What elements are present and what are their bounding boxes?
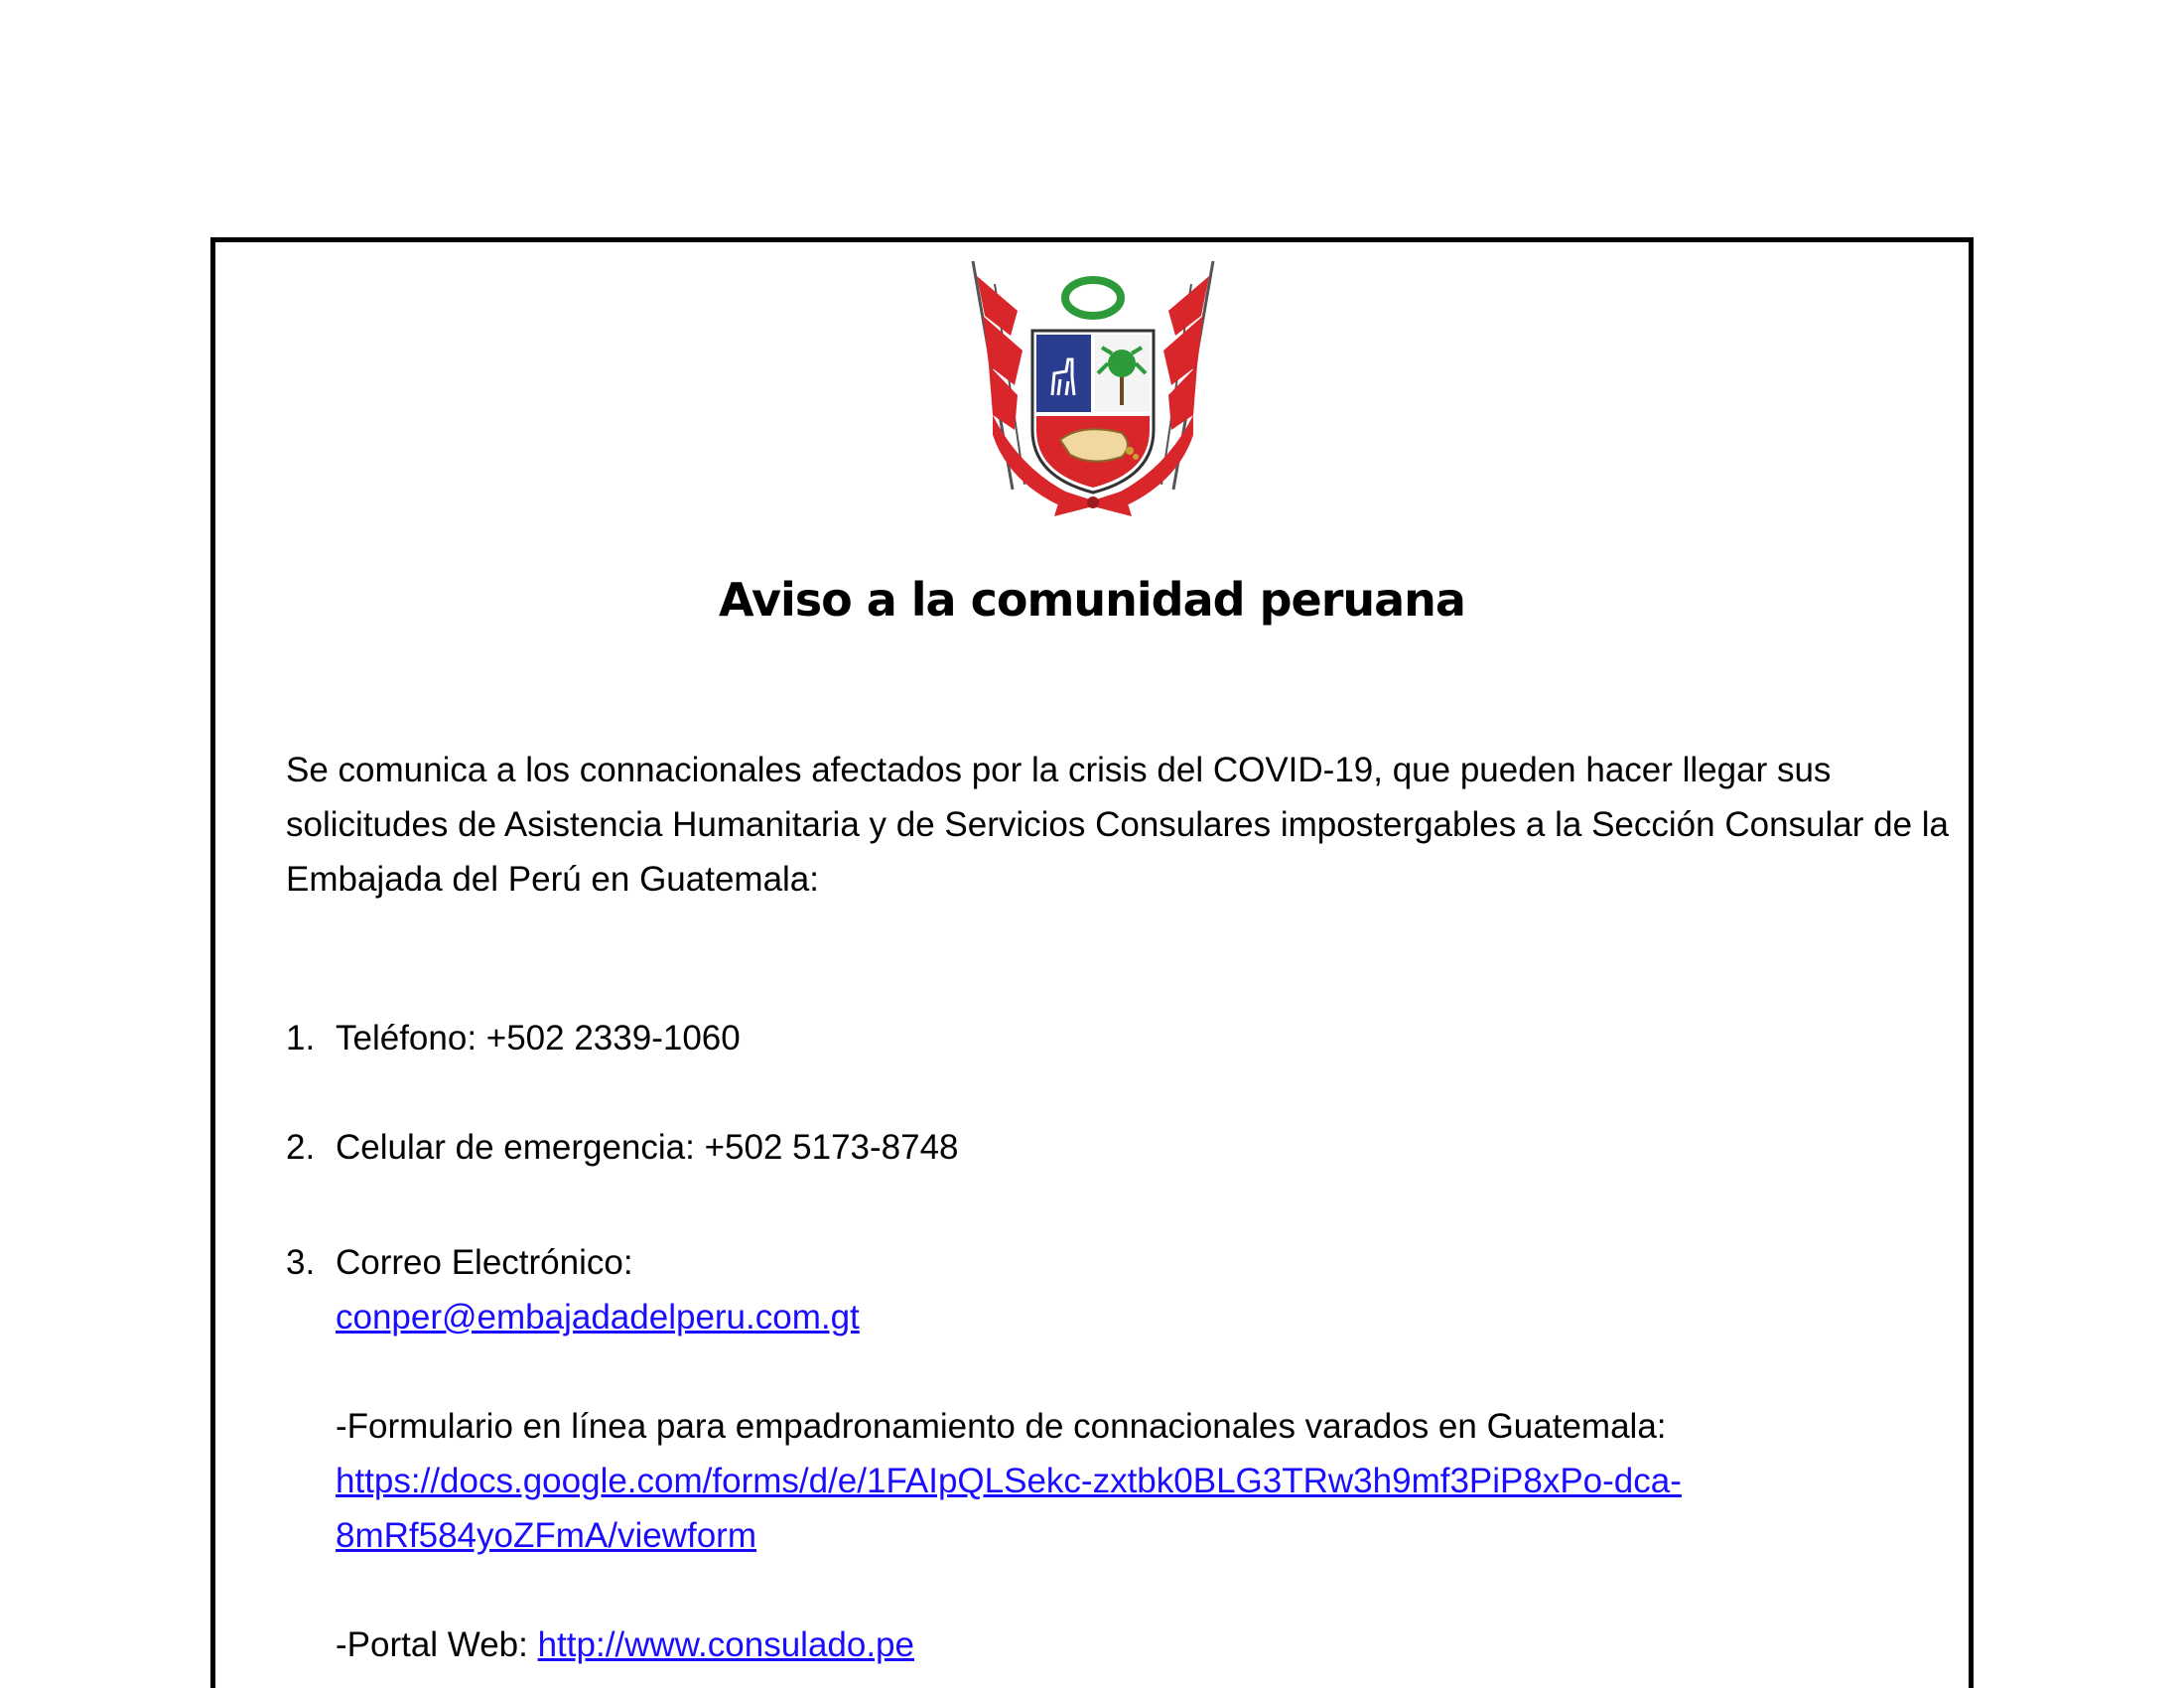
peru-coat-of-arms-icon (963, 256, 1223, 524)
email-label: Correo Electrónico: (336, 1243, 633, 1282)
list-item-number: 3. (286, 1243, 316, 1282)
portal-label: -Portal Web: (336, 1625, 538, 1664)
intro-line: Se comunica a los connacionales afectados por la crisis del COVID-19, que pueden hacer llegar sus (286, 751, 1832, 789)
portal-link[interactable]: http://www.consulado.pe (537, 1625, 914, 1664)
list-item-phone (286, 1011, 741, 1065)
form-link-line-1 (336, 1454, 1682, 1508)
intro-paragraph (286, 743, 1954, 907)
intro-line: solicitudes de Asistencia Humanitaria y de Servicios Consulares impostergables a la Sección Consular de la (286, 805, 1950, 844)
email-line (336, 1290, 860, 1344)
page-title: Aviso a la comunidad peruana (719, 573, 1465, 627)
portal-line (336, 1618, 914, 1672)
list-item-number: 1. (286, 1019, 316, 1057)
mobile-text: Celular de emergencia: +502 5173-8748 (336, 1128, 959, 1167)
list-item-mobile (286, 1120, 959, 1175)
form-link-line-2 (336, 1508, 756, 1563)
list-item-email (286, 1235, 633, 1290)
intro-line: Embajada del Perú en Guatemala: (286, 860, 819, 899)
form-link-continued[interactable]: 8mRf584yoZFmA/viewform (336, 1516, 756, 1555)
form-link[interactable]: https://docs.google.com/forms/d/e/1FAIpQLSekc-zxtbk0BLG3TRw3h9mf3PiP8xPo-dca- (336, 1462, 1682, 1500)
list-item-number: 2. (286, 1128, 316, 1167)
phone-text: Teléfono: +502 2339-1060 (336, 1019, 741, 1057)
email-link[interactable]: conper@embajadadelperu.com.gt (336, 1298, 860, 1336)
form-label: -Formulario en línea para empadronamiento de connacionales varados en Guatemala: (336, 1407, 1667, 1446)
